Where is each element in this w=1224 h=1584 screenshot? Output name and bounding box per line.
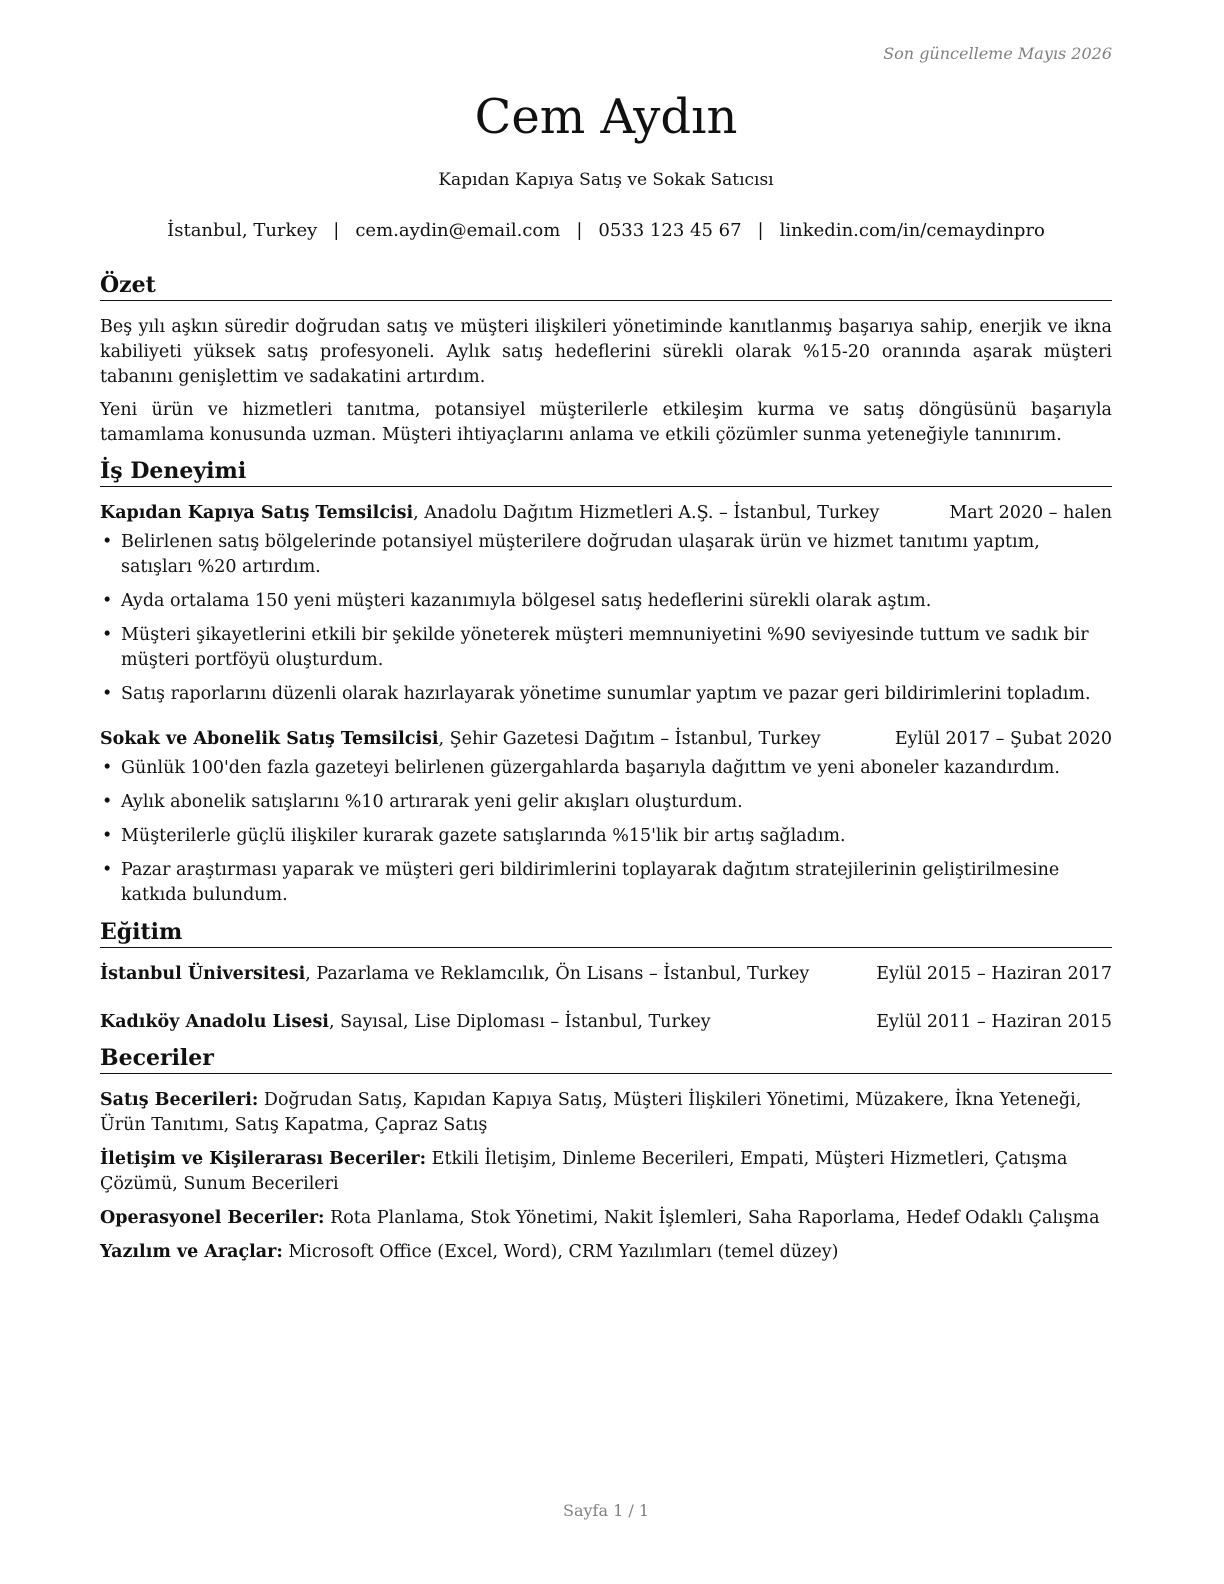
bullet-text: Müşterilerle güçlü ilişkiler kurarak gazete satışlarında %15'lik bir artış sağladım. [121, 826, 846, 846]
contact-linkedin[interactable]: linkedin.com/in/cemaydinpro [779, 220, 1045, 241]
skill-line [100, 1206, 1112, 1231]
page-number: Sayfa 1 / 1 [562, 1501, 649, 1520]
section-title-education: Eğitim [100, 917, 1112, 948]
bullet-text: Ayda ortalama 150 yeni müşteri kazanımıyla bölgesel satış hedeflerini sürekli olarak aştım. [121, 591, 932, 611]
education-details: , Pazarlama ve Reklamcılık, Ön Lisans – İstanbul, Turkey [305, 964, 810, 984]
education-dates: Eylül 2015 – Haziran 2017 [876, 964, 1112, 984]
candidate-headline: Kapıdan Kapıya Satış ve Sokak Satıcısı [438, 170, 774, 190]
skill-value: Doğrudan Satış, Kapıdan Kapıya Satış, Müşteri İlişkileri Yönetimi, Müzakere, İkna Yeteneği, Ürün Tanıtımı, Satış Kapatma, Çapraz Satış [100, 1090, 1082, 1135]
skill-line [100, 1240, 1112, 1265]
summary-paragraph: Yeni ürün ve hizmetleri tanıtma, potansiyel müşterilerle etkileşim kurma ve satış döngüsünü başarıyla tamamlama konusunda uzman. Müşteri ihtiyaçlarını anlama ve etkili çözümler sunma yeteneğiyle tanınırım. [100, 400, 1112, 445]
job-header [100, 501, 1112, 526]
bullet-icon: • [102, 684, 113, 704]
education-entry [100, 962, 1112, 987]
bullet-icon: • [102, 532, 113, 552]
list-item [100, 682, 1112, 707]
job-bullet-list [100, 530, 1112, 707]
resume-content [100, 270, 1112, 1274]
bullet-icon: • [102, 826, 113, 846]
education-header [100, 962, 1112, 987]
job-bullet-list [100, 756, 1112, 908]
education-title-line [100, 1010, 711, 1035]
job-dates: Eylül 2017 – Şubat 2020 [894, 729, 1112, 749]
candidate-name: Cem Aydın [474, 89, 738, 145]
job-title-line [100, 727, 821, 752]
job-header [100, 727, 1112, 752]
skill-label: Yazılım ve Araçlar: [100, 1242, 283, 1262]
bullet-text: Aylık abonelik satışlarını %10 artırarak yeni gelir akışları oluşturdum. [121, 792, 743, 812]
job-company: , Anadolu Dağıtım Hizmetleri A.Ş. – İstanbul, Turkey [413, 503, 880, 523]
list-item [100, 530, 1112, 580]
skill-label: İletişim ve Kişilerarası Beceriler: [100, 1149, 427, 1169]
list-item [100, 790, 1112, 815]
skills-section [100, 1043, 1112, 1265]
summary-paragraph: Beş yılı aşkın süredir doğrudan satış ve müşteri ilişkileri yönetiminde kanıtlanmış başarıya sahip, enerjik ve ikna kabiliyeti yüksek satış profesyoneli. Aylık satış hedeflerini sürekli olarak %15-20 oranında aşarak müşteri tabanını genişlettim ve sadakatini artırdım. [100, 317, 1112, 387]
bullet-text: Müşteri şikayetlerini etkili bir şekilde yöneterek müşteri memnuniyetini %90 seviyesinde tuttum ve sadık bir müşteri portföyü oluşturdum. [121, 625, 1089, 670]
education-title-line [100, 962, 809, 987]
skill-value: Etkili İletişim, Dinleme Becerileri, Empati, Müşteri Hizmetleri, Çatışma Çözümü, Sunum Becerileri [100, 1149, 1068, 1194]
skill-line [100, 1147, 1112, 1197]
list-item [100, 623, 1112, 673]
contact-line [100, 218, 1112, 244]
contact-location: İstanbul, Turkey [167, 220, 318, 241]
skill-value: Rota Planlama, Stok Yönetimi, Nakit İşlemleri, Saha Raporlama, Hedef Odaklı Çalışma [324, 1208, 1100, 1228]
list-item [100, 824, 1112, 849]
job-title-line [100, 501, 879, 526]
education-details: , Sayısal, Lise Diploması – İstanbul, Turkey [328, 1012, 711, 1032]
education-entry [100, 1010, 1112, 1035]
education-dates: Eylül 2011 – Haziran 2015 [876, 1012, 1112, 1032]
list-item [100, 858, 1112, 908]
bullet-text: Günlük 100'den fazla gazeteyi belirlenen güzergahlarda başarıyla dağıttım ve yeni aboneler kazandırdım. [121, 758, 1060, 778]
education-school: Kadıköy Anadolu Lisesi [100, 1012, 329, 1032]
bullet-text: Pazar araştırması yaparak ve müşteri geri bildirimlerini toplayarak dağıtım stratejilerinin geliştirilmesine katkıda bulundum. [121, 860, 1060, 905]
bullet-text: Belirlenen satış bölgelerinde potansiyel müşterilere doğrudan ulaşarak ürün ve hizmet tanıtımı yaptım, satışları %20 artırdım. [121, 532, 1040, 577]
section-title-summary: Özet [100, 270, 1112, 301]
contact-separator: | [576, 220, 583, 241]
contact-separator: | [757, 220, 764, 241]
skill-label: Operasyonel Beceriler: [100, 1208, 325, 1228]
skill-line [100, 1088, 1112, 1138]
job-role: Kapıdan Kapıya Satış Temsilcisi [100, 503, 414, 523]
education-section [100, 917, 1112, 1035]
bullet-icon: • [102, 792, 113, 812]
job-entry [100, 501, 1112, 707]
job-role: Sokak ve Abonelik Satış Temsilcisi [100, 729, 439, 749]
contact-phone: 0533 123 45 67 [598, 220, 742, 241]
list-item [100, 589, 1112, 614]
bullet-icon: • [102, 860, 113, 880]
bullet-text: Satış raporlarını düzenli olarak hazırlayarak yönetime sunumlar yaptım ve pazar geri bildirimlerini topladım. [121, 684, 1091, 704]
skill-value: Microsoft Office (Excel, Word), CRM Yazılımları (temel düzey) [282, 1242, 839, 1262]
education-school: İstanbul Üniversitesi [100, 964, 306, 984]
education-header [100, 1010, 1112, 1035]
skill-label: Satış Becerileri: [100, 1090, 259, 1110]
summary-section [100, 270, 1112, 448]
last-updated-note: Son güncelleme Mayıs 2026 [883, 44, 1112, 63]
contact-separator: | [333, 220, 340, 241]
bullet-icon: • [102, 625, 113, 645]
list-item [100, 756, 1112, 781]
section-title-skills: Beceriler [100, 1043, 1112, 1074]
job-dates: Mart 2020 – halen [949, 503, 1112, 523]
experience-section [100, 456, 1112, 908]
bullet-icon: • [102, 591, 113, 611]
job-company: , Şehir Gazetesi Dağıtım – İstanbul, Turkey [438, 729, 821, 749]
contact-email[interactable]: cem.aydin@email.com [355, 220, 561, 241]
job-entry [100, 727, 1112, 908]
section-title-experience: İş Deneyimi [100, 456, 1112, 487]
bullet-icon: • [102, 758, 113, 778]
